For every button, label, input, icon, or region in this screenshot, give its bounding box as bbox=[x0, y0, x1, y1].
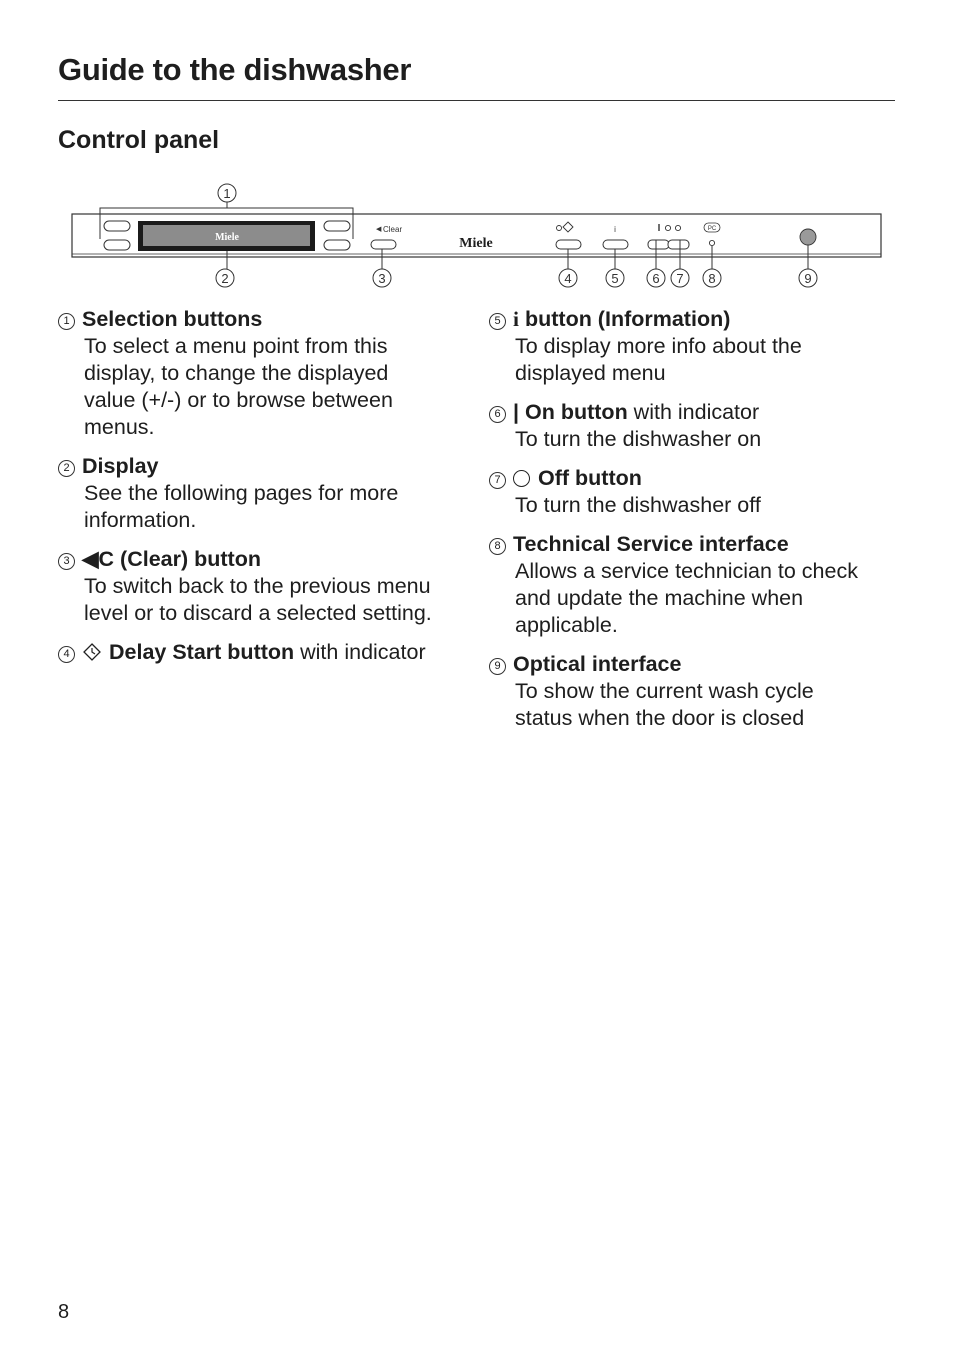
item-number: 4 bbox=[58, 646, 75, 663]
title-rule bbox=[58, 100, 895, 101]
on-indicator bbox=[665, 225, 670, 230]
item-title: Display bbox=[82, 454, 159, 478]
control-panel-diagram bbox=[0, 175, 954, 300]
callout-4 bbox=[559, 269, 577, 287]
item-description: To select a menu point from this display, to change the displayed value (+/-) or to browse between menus. bbox=[84, 334, 393, 439]
svg-text:9: 9 bbox=[804, 271, 812, 286]
item-description: To switch back to the previous menu level or to discard a selected setting. bbox=[84, 574, 432, 625]
legend-item-info-button bbox=[489, 306, 909, 387]
delay-start-button[interactable] bbox=[556, 240, 581, 249]
item-number: 1 bbox=[58, 313, 75, 330]
svg-text:1: 1 bbox=[223, 186, 231, 201]
item-description: Allows a service technician to check and update the machine when applicable. bbox=[515, 559, 858, 637]
item-number: 8 bbox=[489, 538, 506, 555]
item-title: Selection buttons bbox=[82, 307, 263, 331]
item-description: To show the current wash cycle status when the door is closed bbox=[515, 679, 814, 730]
item-title: Technical Service interface bbox=[513, 532, 789, 556]
off-symbol-icon bbox=[513, 470, 530, 487]
info-button[interactable] bbox=[603, 240, 628, 249]
item-title: button (Information) bbox=[524, 307, 731, 331]
callout-3 bbox=[373, 269, 391, 287]
legend-item-delay-start bbox=[58, 639, 468, 666]
selection-button-top-left[interactable] bbox=[104, 221, 130, 231]
legend-item-selection-buttons bbox=[58, 306, 468, 441]
svg-text:2: 2 bbox=[221, 271, 229, 286]
item-number: 3 bbox=[58, 553, 75, 570]
svg-text:3: 3 bbox=[378, 271, 386, 286]
callout-5 bbox=[606, 269, 624, 287]
off-symbol-icon bbox=[675, 225, 680, 230]
clear-label: Clear bbox=[383, 225, 403, 234]
clear-arrow-icon: ◀ bbox=[376, 226, 382, 233]
item-description: See the following pages for more information. bbox=[84, 481, 399, 532]
legend-left-column bbox=[58, 306, 468, 678]
svg-text:7: 7 bbox=[676, 271, 684, 286]
item-number: 9 bbox=[489, 658, 506, 675]
item-number: 7 bbox=[489, 472, 506, 489]
delay-start-indicator bbox=[557, 226, 562, 231]
item-description: To turn the dishwasher off bbox=[515, 493, 761, 517]
page-title: Guide to the dishwasher bbox=[58, 52, 412, 87]
item-suffix: with indicator bbox=[627, 400, 760, 424]
legend-item-off-button bbox=[489, 465, 909, 519]
item-number: 2 bbox=[58, 460, 75, 477]
on-symbol-icon: | bbox=[513, 400, 520, 424]
legend-item-technical-service bbox=[489, 531, 909, 639]
off-button[interactable] bbox=[668, 240, 689, 249]
display-brand: Miele bbox=[215, 232, 239, 243]
callout-7 bbox=[671, 269, 689, 287]
item-title: Delay Start button bbox=[109, 640, 295, 664]
item-title: On button bbox=[525, 400, 628, 424]
optical-interface bbox=[800, 229, 816, 245]
item-title: Off button bbox=[538, 466, 642, 490]
item-number: 5 bbox=[489, 313, 506, 330]
clear-button[interactable] bbox=[371, 240, 396, 249]
technical-service-port bbox=[709, 240, 714, 245]
on-button[interactable] bbox=[648, 240, 669, 249]
callout-1 bbox=[218, 184, 236, 202]
legend-item-on-button bbox=[489, 399, 909, 453]
legend-right-column bbox=[489, 306, 909, 744]
info-icon: i bbox=[614, 225, 616, 234]
svg-text:6: 6 bbox=[652, 271, 660, 286]
panel-brand: Miele bbox=[459, 236, 493, 251]
section-title: Control panel bbox=[58, 126, 220, 154]
callout-9 bbox=[799, 269, 817, 287]
svg-text:8: 8 bbox=[708, 271, 716, 286]
page-number: 8 bbox=[58, 1301, 70, 1323]
item-description: To display more info about the displayed menu bbox=[515, 334, 802, 385]
svg-text:5: 5 bbox=[611, 271, 619, 286]
callout-2 bbox=[216, 269, 234, 287]
item-number: 6 bbox=[489, 406, 506, 423]
selection-button-bottom-left[interactable] bbox=[104, 240, 130, 250]
clear-arrow-icon: ◀ bbox=[82, 547, 99, 571]
item-suffix: with indicator bbox=[294, 640, 426, 664]
legend-item-clear-button bbox=[58, 546, 468, 627]
selection-button-bottom-right[interactable] bbox=[324, 240, 350, 250]
item-title: C (Clear) button bbox=[98, 547, 261, 571]
callout-8 bbox=[703, 269, 721, 287]
legend-item-display bbox=[58, 453, 468, 534]
delay-start-icon bbox=[82, 642, 102, 662]
pc-label: PC bbox=[707, 226, 717, 232]
selection-button-top-right[interactable] bbox=[324, 221, 350, 231]
item-description: To turn the dishwasher on bbox=[515, 427, 762, 451]
callout-6 bbox=[647, 269, 665, 287]
info-icon: i bbox=[513, 307, 519, 331]
svg-text:4: 4 bbox=[564, 271, 572, 286]
item-title: Optical interface bbox=[513, 652, 682, 676]
legend-item-optical-interface bbox=[489, 651, 909, 732]
